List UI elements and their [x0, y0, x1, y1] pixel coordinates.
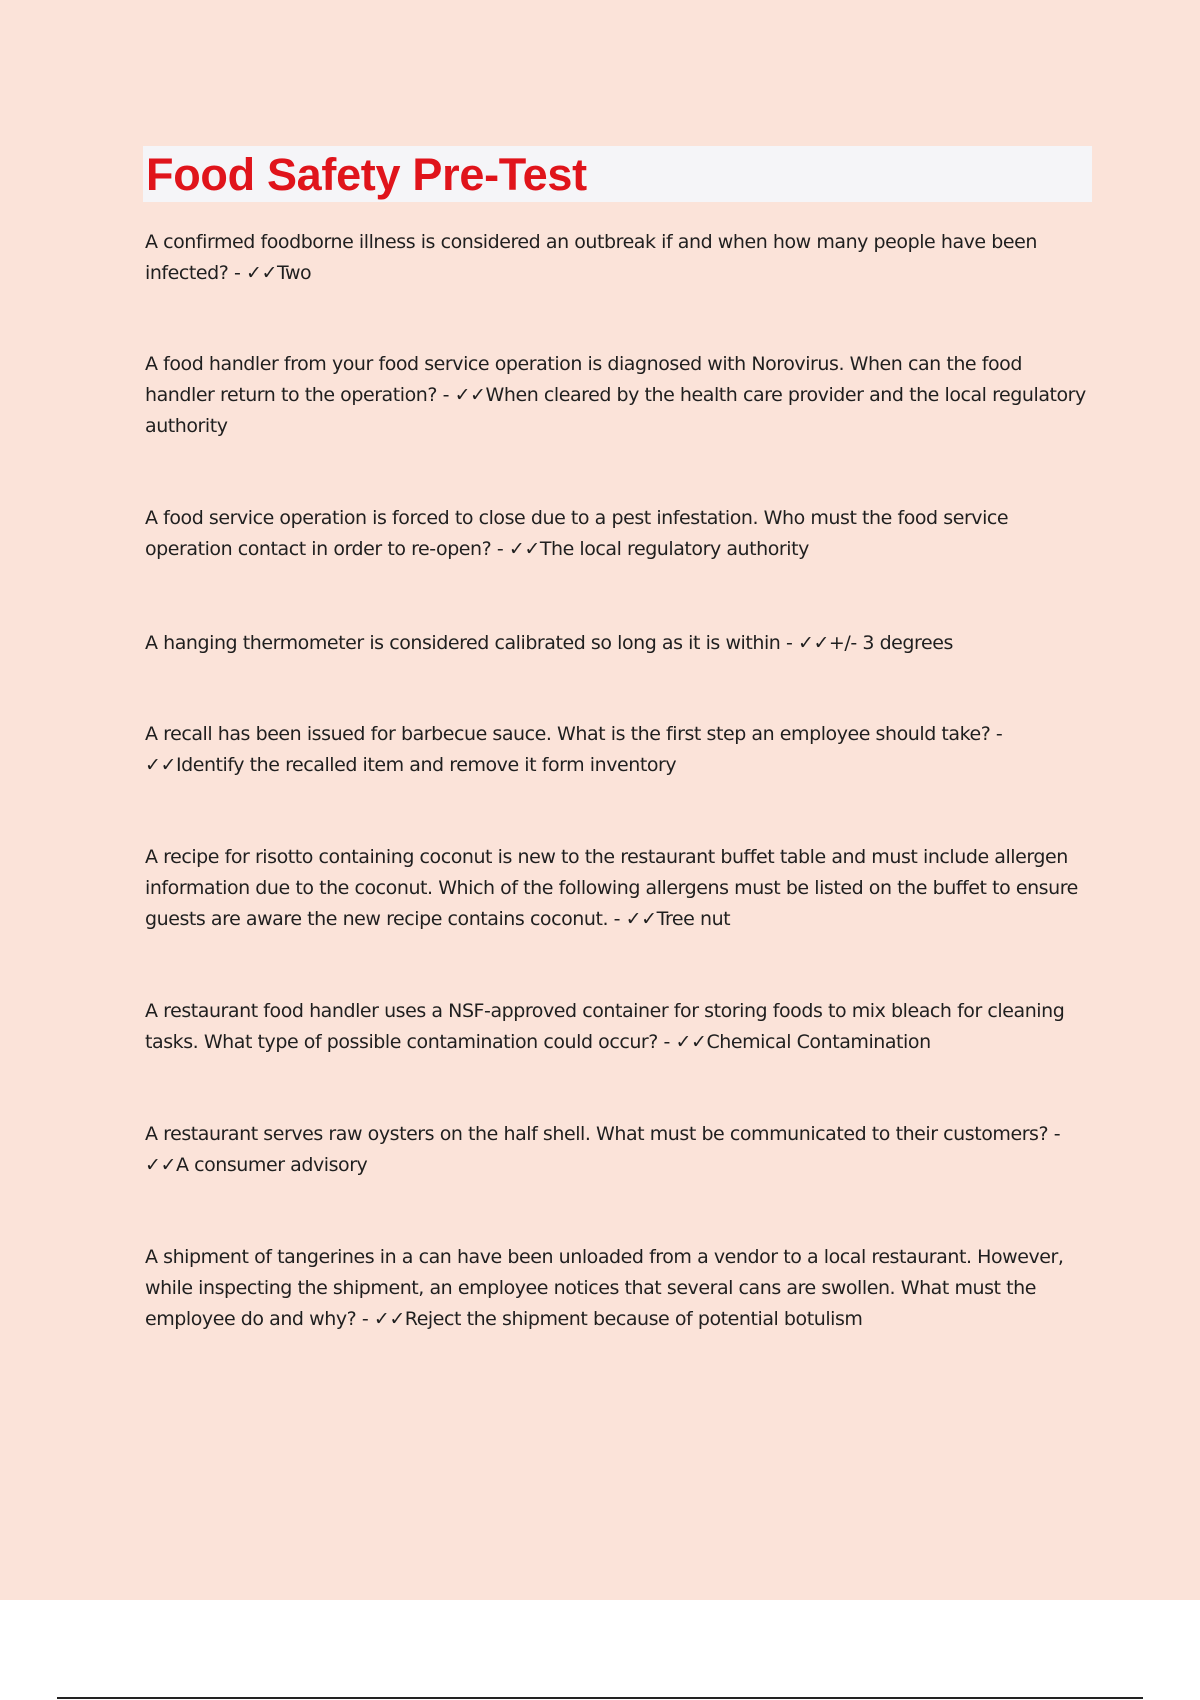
answer-text: +/- 3 degrees [828, 632, 953, 654]
checkmark-icon: ✓✓ [373, 1308, 405, 1330]
question-text: A food handler from your food service operation is diagnosed with Norovirus. When can the food handler return to the operation? [145, 353, 1022, 406]
checkmark-icon: ✓✓ [508, 538, 540, 560]
separator: - [1048, 1123, 1061, 1145]
question-text: A recall has been issued for barbecue sauce. What is the first step an employee should take? [145, 723, 991, 745]
footer-divider [57, 1697, 1143, 1699]
qa-item-3 [145, 503, 1095, 565]
checkmark-icon: ✓✓ [454, 384, 486, 406]
separator: - [436, 384, 455, 406]
qa-item-7 [145, 996, 1095, 1058]
question-text: A restaurant food handler uses a NSF-approved container for storing foods to mix bleach for cleaning tasks. What type of possible contamination could occur? [145, 1000, 1065, 1053]
separator: - [990, 723, 1003, 745]
page-title: Food Safety Pre-Test [146, 148, 587, 200]
answer-text: When cleared by the health care provider and the local regulatory authority [145, 384, 1086, 437]
qa-item-2 [145, 349, 1095, 442]
question-text: A confirmed foodborne illness is considered an outbreak if and when how many people have been infected? [145, 231, 1037, 284]
separator: - [228, 262, 246, 284]
qa-item-8 [145, 1119, 1095, 1181]
answer-text: Identify the recalled item and remove it form inventory [175, 754, 677, 776]
qa-item-6 [145, 842, 1095, 935]
checkmark-icon: ✓✓ [145, 754, 176, 776]
answer-text: A consumer advisory [175, 1154, 368, 1176]
answer-text: Chemical Contamination [706, 1031, 931, 1053]
answer-text: Two [276, 262, 312, 284]
checkmark-icon: ✓✓ [145, 1154, 176, 1176]
separator: - [356, 1308, 374, 1330]
qa-item-9 [145, 1242, 1095, 1335]
separator: - [491, 538, 509, 560]
separator: - [608, 908, 626, 930]
qa-item-1 [145, 227, 1095, 289]
separator: - [657, 1031, 676, 1053]
checkmark-icon: ✓✓ [797, 632, 829, 654]
question-text: A shipment of tangerines in a can have been unloaded from a vendor to a local restaurant. However, while inspecting the shipment, an employee notices that several cans are swollen. What must the employee do and why? [145, 1246, 1064, 1330]
question-text: A recipe for risotto containing coconut is new to the restaurant buffet table and must include allergen information due to the coconut. Which of the following allergens must be listed on the buffet to ensure guests are aware the new recipe contains coconut. [145, 846, 1078, 930]
checkmark-icon: ✓✓ [675, 1031, 707, 1053]
title-bar [143, 146, 1092, 202]
separator: - [780, 632, 798, 654]
answer-text: Reject the shipment because of potential botulism [404, 1308, 863, 1330]
question-text: A food service operation is forced to close due to a pest infestation. Who must the food service operation contact in order to re-open? [145, 507, 1009, 560]
checkmark-icon: ✓✓ [245, 262, 277, 284]
question-text: A hanging thermometer is considered calibrated so long as it is within [145, 632, 781, 654]
answer-text: Tree nut [656, 908, 731, 930]
checkmark-icon: ✓✓ [625, 908, 657, 930]
question-text: A restaurant serves raw oysters on the half shell. What must be communicated to their customers? [145, 1123, 1049, 1145]
qa-item-4 [145, 628, 1095, 659]
qa-item-5 [145, 719, 1095, 781]
answer-text: The local regulatory authority [539, 538, 809, 560]
